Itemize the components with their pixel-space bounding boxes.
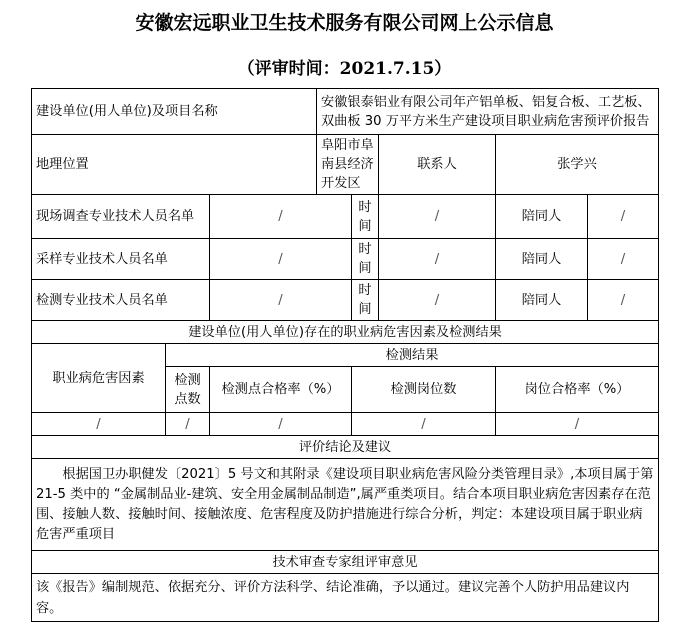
testing-escort-value: /: [588, 280, 659, 321]
sampling-time-value: /: [379, 239, 496, 280]
point-pass-rate-cell: /: [210, 413, 352, 436]
review-title: 技术审查专家组评审意见: [32, 551, 659, 574]
testing-time-value: /: [379, 280, 496, 321]
hazard-section-title: 建设单位(用人单位)存在的职业病危害因素及检测结果: [32, 321, 659, 344]
col-post-pass-rate: 岗位合格率（%）: [496, 367, 659, 413]
location-label: 地理位置: [32, 135, 317, 195]
contact-label: 联系人: [379, 135, 496, 195]
survey-time-label: 时间: [352, 195, 379, 239]
post-pass-rate-cell: /: [496, 413, 659, 436]
disclosure-table: [31, 88, 659, 622]
survey-escort-value: /: [588, 195, 659, 239]
survey-escort-label: 陪同人: [496, 195, 588, 239]
review-date: （评审时间：2021.7.15）: [237, 59, 452, 79]
survey-staff-label: 现场调查专业技术人员名单: [32, 195, 210, 239]
col-test-points: 检测点数: [166, 367, 210, 413]
hazard-factor-cell: /: [32, 413, 166, 436]
hazard-factor-header: 职业病危害因素: [32, 344, 166, 413]
survey-time-value: /: [379, 195, 496, 239]
sampling-staff-label: 采样专业技术人员名单: [32, 239, 210, 280]
testing-escort-label: 陪同人: [496, 280, 588, 321]
project-name-label: 建设单位(用人单位)及项目名称: [32, 89, 317, 135]
contact-value: 张学兴: [496, 135, 659, 195]
testing-time-label: 时间: [352, 280, 379, 321]
test-points-cell: /: [166, 413, 210, 436]
sampling-escort-label: 陪同人: [496, 239, 588, 280]
conclusion-text: 根据国卫办职健发〔2021〕5 号文和其附录《建设项目职业病危害风险分类管理目录》,本项目属于第 21-5 类中的 “金属制品业-建筑、安全用金属制品制造”,属严重类项目。结合本项目职业病危害因素存在范围、接触人数、接触时间、接触浓度、危害程度及防护措施进行综合分析，判定：本建设项目属于职业病危害严重项目: [32, 459, 659, 551]
page-title: 安徽宏远职业卫生技术服务有限公司网上公示信息: [135, 12, 554, 34]
project-name-value: 安徽银泰铝业有限公司年产铝单板、铝复合板、工艺板、双曲板 30 万平方米生产建设项目职业病危害预评价报告: [317, 89, 659, 135]
testing-staff-label: 检测专业技术人员名单: [32, 280, 210, 321]
survey-staff-value: /: [210, 195, 352, 239]
sampling-time-label: 时间: [352, 239, 379, 280]
results-header: 检测结果: [166, 344, 659, 367]
post-count-cell: /: [352, 413, 496, 436]
location-value: 阜阳市阜南县经济开发区: [317, 135, 379, 195]
sampling-staff-value: /: [210, 239, 352, 280]
col-point-pass-rate: 检测点合格率（%）: [210, 367, 352, 413]
testing-staff-value: /: [210, 280, 352, 321]
review-text: 该《报告》编制规范、依据充分、评价方法科学、结论准确，予以通过。建议完善个人防护用品建议内容。: [32, 574, 659, 622]
col-post-count: 检测岗位数: [352, 367, 496, 413]
sampling-escort-value: /: [588, 239, 659, 280]
conclusion-title: 评价结论及建议: [32, 436, 659, 459]
